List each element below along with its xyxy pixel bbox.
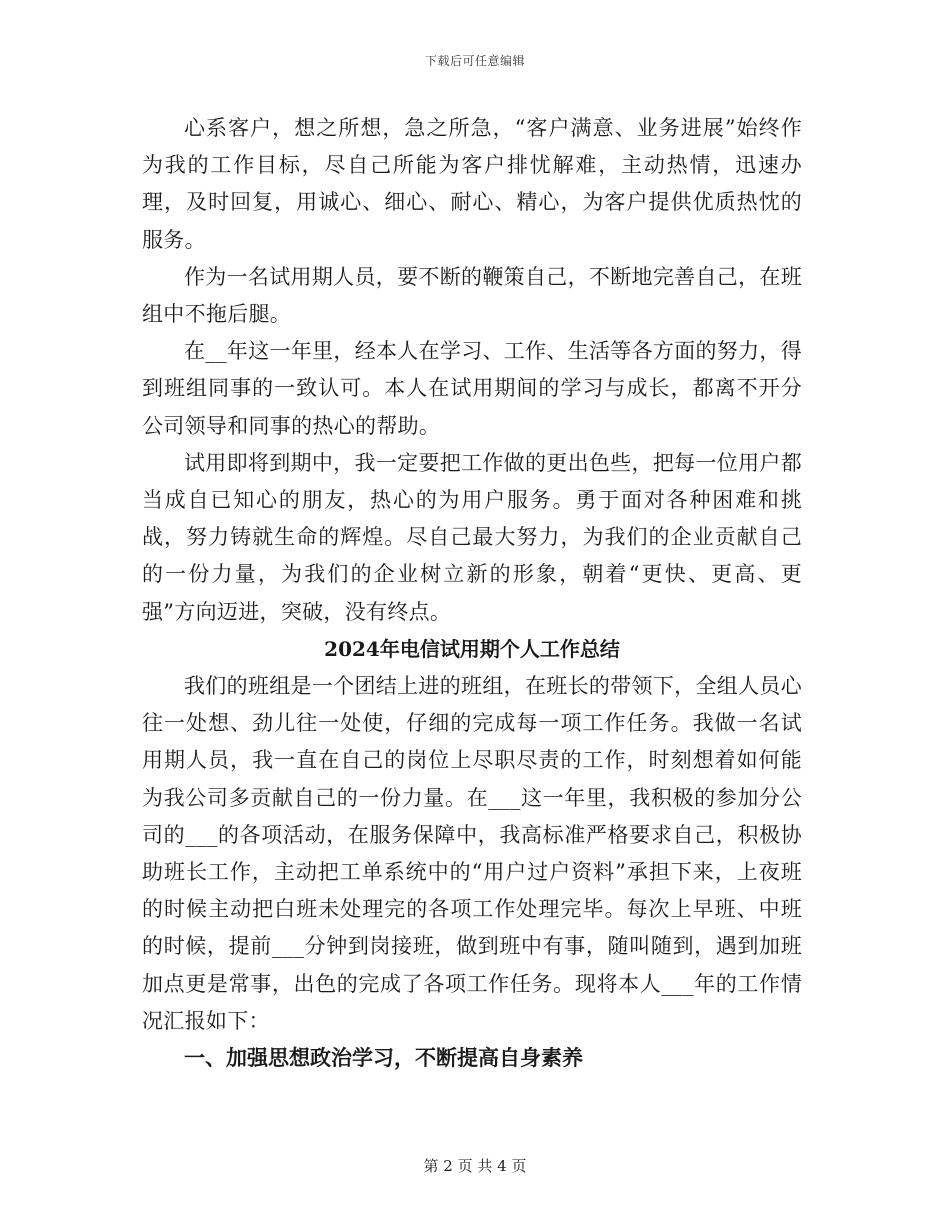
body-paragraph: 试用即将到期中，我一定要把工作做的更出色些，把每一位用户都当成自已知心的朋友，热心的为用户服务。勇于面对各种困难和挑战，努力铸就生命的辉煌。尽自己最大努力，为我们的企业贡献自己的一份力量，为我们的企业树立新的形象，朝着“更快、更高、更强”方向迈进，突破，没有终点。 bbox=[142, 450, 802, 624]
page-header: 下载后可任意编辑 bbox=[424, 54, 525, 68]
body-paragraph: 作为一名试用期人员，要不断的鞭策自己，不断地完善自己，在班组中不拖后腿。 bbox=[142, 264, 802, 327]
body-paragraph: 心系客户，想之所想，急之所急，“客户满意、业务进展”始终作为我的工作目标，尽自己所能为客户排忧解难，主动热情，迅速办理，及时回复，用诚心、细心、耐心、精心，为客户提供优质热忱的服务。 bbox=[142, 116, 802, 252]
body-paragraph: 在__年这一年里，经本人在学习、工作、生活等各方面的努力，得到班组同事的一致认可。本人在试用期间的学习与成长，都离不开分公司领导和同事的热心的帮助。 bbox=[142, 339, 802, 438]
document-body bbox=[142, 110, 802, 1077]
body-paragraph: 我们的班组是一个团结上进的班组，在班长的带领下，全组人员心往一处想、劲儿往一处使，仔细的完成每一项工作任务。我做一名试用期人员，我一直在自己的岗位上尽职尽责的工作，时刻想着如何能为我公司多贡献自己的一份力量。在___这一年里，我积极的参加分公司的___的各项活动，在服务保障中，我高标准严格要求自己，积极协助班长工作，主动把工单系统中的“用户过户资料”承担下来，上夜班的时候主动把白班未处理完的各项工作处理完毕。每次上早班、中班的时候，提前___分钟到岗接班，做到班中有事，随叫随到，遇到加班加点更是常事，出色的完成了各项工作任务。现将本人___年的工作情况汇报如下： bbox=[142, 674, 802, 1033]
page-footer: 第 2 页 共 4 页 bbox=[423, 1157, 527, 1175]
heading-level-1: 一、加强思想政治学习，不断提高自身素养 bbox=[184, 1046, 583, 1071]
section-title: 2024年电信试用期个人工作总结 bbox=[324, 636, 620, 661]
